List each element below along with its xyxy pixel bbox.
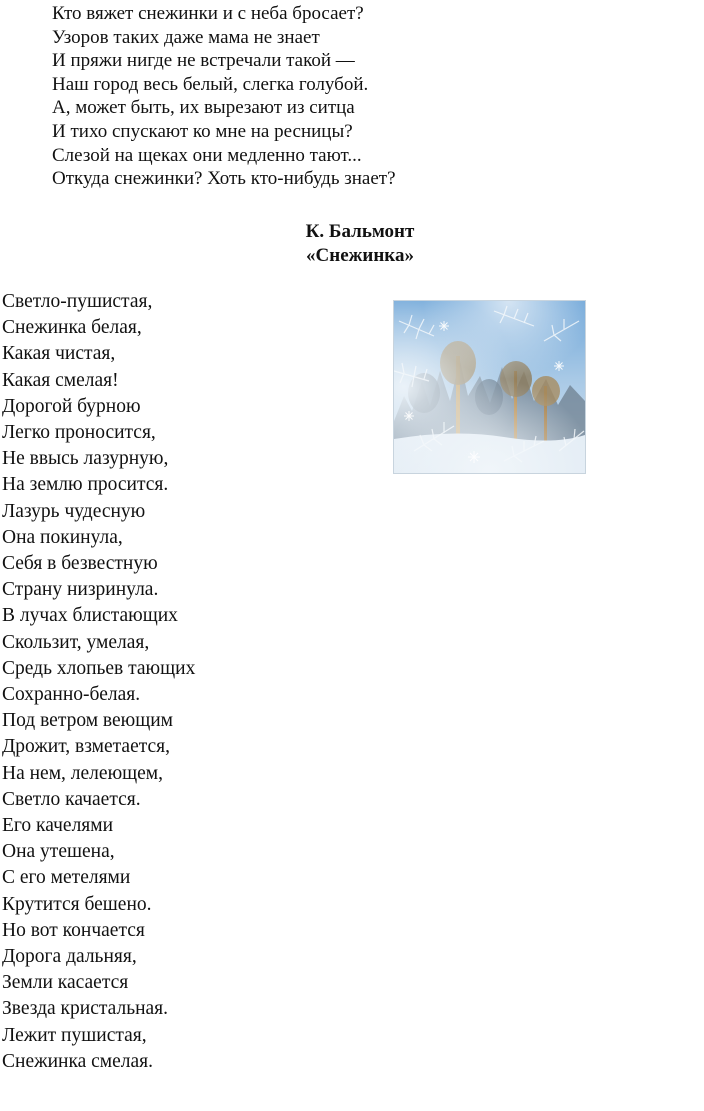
poem-line: Откуда снежинки? Хоть кто-нибудь знает? [52, 168, 396, 190]
author-name: К. Бальмонт [305, 221, 415, 242]
poem-line: Его качелями [2, 815, 114, 837]
poem-line: Страну низринула. [2, 579, 159, 601]
poem-line: На землю просится. [2, 474, 169, 496]
poem-line: Земли касается [2, 972, 129, 994]
poem-line: Крутится бешено. [2, 893, 152, 915]
poem-line: Звезда кристальная. [2, 998, 169, 1020]
poem-line: Дрожит, взметается, [2, 736, 170, 758]
main-poem [2, 289, 362, 1075]
poem-line: Себя в безвестную [2, 553, 158, 575]
poem-line: Лазурь чудесную [2, 500, 146, 522]
poem-line: Снежинка смелая. [2, 1050, 154, 1072]
poem-line: Лежит пушистая, [2, 1024, 147, 1046]
poem-line: Она утешена, [2, 841, 115, 863]
frosted-window-image [393, 300, 586, 474]
intro-poem [52, 2, 652, 191]
poem-line: Дорогой бурною [2, 395, 141, 417]
poem-line: А, может быть, их вырезают из ситца [52, 97, 355, 119]
poem-line: Наш город весь белый, слегка голубой. [52, 73, 369, 95]
winter-scene-illustration [394, 301, 585, 473]
poem-line: Легко проносится, [2, 422, 156, 444]
poem-line: Светло-пушистая, [2, 291, 153, 312]
poem-line: Но вот кончается [2, 919, 145, 941]
poem-line: Под ветром веющим [2, 710, 174, 732]
poem-line: Сохранно-белая. [2, 684, 141, 706]
poem-line: Какая чистая, [2, 343, 116, 365]
poem-line: Средь хлопьев тающих [2, 657, 196, 679]
poem-line: Она покинула, [2, 526, 123, 548]
poem-line: На нем, лелеющем, [2, 762, 164, 784]
poem-line: В лучах блистающих [2, 605, 178, 627]
poem-title: «Снежинка» [306, 245, 414, 266]
poem-line: Светло качается. [2, 788, 141, 810]
poem-line: С его метелями [2, 867, 131, 889]
poem-line: Слезой на щеках они медленно тают... [52, 144, 362, 166]
poem-line: Какая смелая! [2, 369, 119, 391]
poem-line: Скользит, умелая, [2, 631, 150, 653]
poem-line: Дорога дальняя, [2, 946, 137, 968]
poem-line: И пряжи нигде не встречали такой — [52, 50, 355, 72]
poem-line: Снежинка белая, [2, 317, 142, 339]
poem-line: И тихо спускают ко мне на ресницы? [52, 120, 353, 142]
poem-line: Узоров таких даже мама не знает [52, 26, 320, 48]
poem-line: Не ввысь лазурную, [2, 448, 169, 470]
poem-heading [190, 220, 530, 268]
poem-line: Кто вяжет снежинки и с неба бросает? [52, 3, 364, 24]
